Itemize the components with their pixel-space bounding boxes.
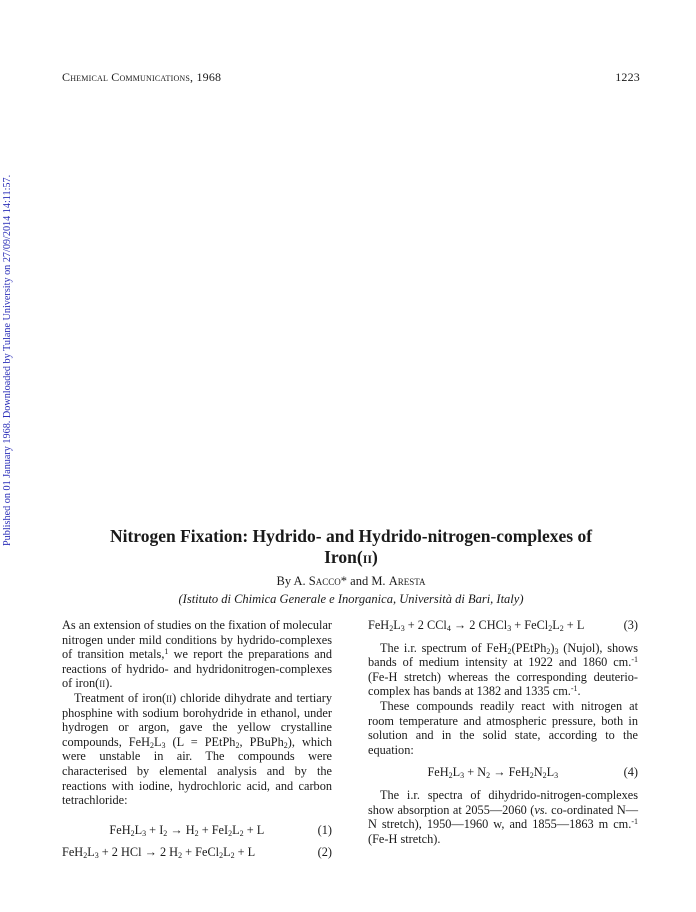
- left-column: [62, 618, 332, 860]
- download-watermark: Published on 01 January 1968. Downloaded by Tulane University on 27/09/2014 14:11:57.: [2, 174, 13, 546]
- equation-3-number: (3): [623, 618, 638, 632]
- equation-1-number: (1): [317, 822, 332, 837]
- paragraph-ir-spectrum: The i.r. spectrum of $FeH_2(PEtPh_2)_3$ (Nujol), shows bands of medium intensity at 1922 and 1860 cm.$^{-1}$ (Fe-H stretch) whereas the corresponding deuterio-complex has bands at 1382 and 1335 cm.$^{-1}$.: [368, 640, 638, 699]
- equation-4: $FeH_2L_3 + N_2 \to FeH_2N_2L_3$ (4): [427, 765, 638, 781]
- equation-4-number: (4): [623, 765, 638, 780]
- paragraph-intro: As an extension of studies on the fixation of molecular nitrogen under mild conditions by hydrido-complexes of transition metals,$^1$ we report the preparations and reactions of hydrido- and hydridonitrogen-complexes of iron(ii).: [62, 618, 333, 691]
- author-line: [62, 574, 640, 589]
- page-number: 1223: [615, 70, 640, 84]
- by-label: By A.: [276, 574, 306, 588]
- corresponding-mark: *: [340, 574, 348, 588]
- equation-1: $FeH_2L_3 + I_2 \to H_2 + FeI_2L_2 + L$ (1): [109, 822, 332, 838]
- running-head: [62, 70, 640, 85]
- article-title: [62, 526, 640, 568]
- paragraph-nitrogen-ir: The i.r. spectra of dihydrido-nitrogen-complexes show absorption at 2055—2060 (vs. co-ordinated N—N stretch), 1950—1960 w, and 1855—1863 m cm.$^{-1}$ (Fe-H stretch).: [368, 787, 638, 846]
- journal-title: Chemical Communications, 1968: [62, 70, 222, 84]
- title-line-2: Iron(ii): [324, 547, 378, 567]
- equation-2: $FeH_2L_3 + 2$ HCl → 2 $H_2$ + $FeCl_2L_2 + L$ (2): [62, 845, 332, 861]
- equation-3: $FeH_2L_3 + 2$ CCl$_4$ → 2 CHCl$_3$ + $FeCl_2L_2 + L$ (3): [368, 618, 638, 633]
- author-aresta: Aresta: [388, 574, 426, 588]
- paragraph-preparation: Treatment of iron(ii) chloride dihydrate and tertiary phosphine with sodium borohydride in ethanol, under hydrogen or argon, gave the yellow crystalline compounds, $FeH_2L_3$ (L = PEtPh$_2$, PBuPh$_2$), which were unstable in air. The compounds were characterised by elemental analysis and by the reactions with iodine, hydrochloric acid, and carbon tetrachloride:: [62, 690, 333, 808]
- author-sacco: Sacco: [308, 574, 341, 588]
- affiliation: (Istituto di Chimica Generale e Inorganica, Università di Bari, Italy): [178, 592, 524, 606]
- right-column: [368, 618, 638, 846]
- title-line-1: Nitrogen Fixation: Hydrido- and Hydrido-nitrogen-complexes of: [109, 526, 593, 546]
- and-label: and M.: [350, 574, 386, 588]
- equation-2-number: (2): [317, 845, 332, 860]
- paragraph-nitrogen-reaction: These compounds readily react with nitrogen at room temperature and atmospheric pressure, both in solution and in the solid state, according to the equation:: [368, 698, 638, 757]
